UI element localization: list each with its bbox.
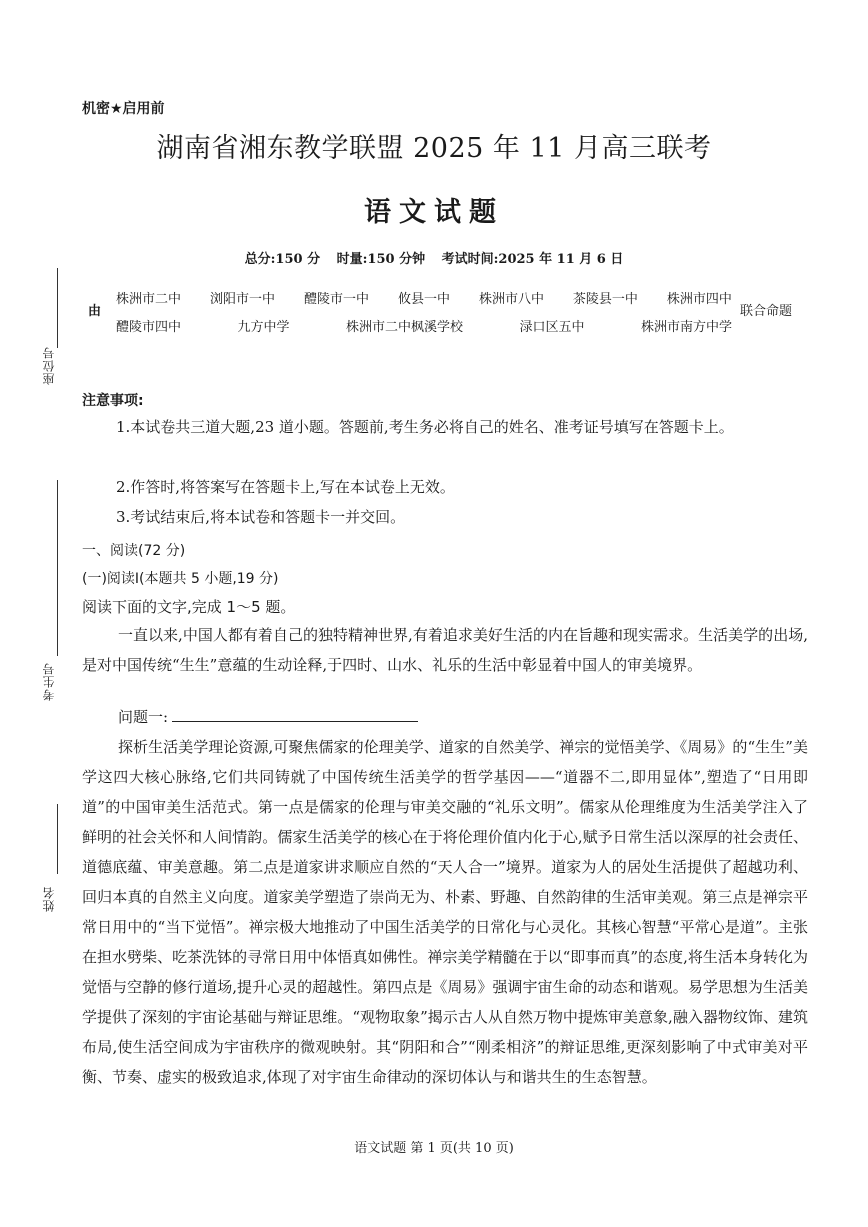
school-row-1: [116, 288, 732, 307]
name-label: 姓名: [42, 886, 56, 912]
school-item: 株洲市二中枫溪学校: [345, 320, 463, 335]
exam-number-line: [57, 480, 58, 656]
school-item: 醴陵市四中: [116, 320, 182, 335]
school-item: 醴陵市一中: [303, 292, 369, 307]
school-item: 九方中学: [237, 320, 290, 335]
schools-suffix: 联合命题: [740, 304, 793, 319]
school-item: 攸县一中: [397, 292, 450, 307]
note-item: 2.作答时,将答案写在答题卡上,写在本试卷上无效。: [116, 478, 455, 496]
school-item: 茶陵县一中: [572, 292, 638, 307]
exam-number-label: 考生号: [42, 662, 56, 701]
seat-number-label: 座位号: [42, 346, 56, 385]
seat-number-field: [38, 268, 62, 388]
total-score: 总分:150 分: [244, 252, 321, 267]
reading-instruction: 阅读下面的文字,完成 1～5 题。: [82, 598, 296, 616]
school-row-2: [116, 316, 732, 335]
main-title: 湖南省湘东教学联盟 2025 年 11 月高三联考: [156, 133, 712, 164]
passage-paragraph-1: 一直以来,中国人都有着自己的独特精神世界,有着追求美好生活的内在旨趣和现实需求。生活美学的出场,是对中国传统“生生”意蕴的生动诠释,于四时、山水、礼乐的生活中彰显着中国人的审美境界。: [82, 626, 808, 674]
page-footer: 语文试题 第 1 页(共 10 页): [354, 1141, 514, 1156]
passage-paragraph-2: 探析生活美学理论资源,可聚焦儒家的伦理美学、道家的自然美学、禅宗的觉悟美学、《周易》的“生生”美学这四大核心脉络,它们共同铸就了中国传统生活美学的哲学基因——“道器不二,即用显体”,塑造了“日用即道”的中国审美生活范式。第一点是儒家的伦理与审美交融的“礼乐文明”。儒家从伦理维度为生活美学注入了鲜明的社会关怀和人间情韵。儒家生活美学的核心在于将伦理价值内化于心,赋予日常生活以深厚的社会责任、道德底蕴、审美意趣。第二点是道家讲求顺应自然的“天人合一”境界。道家为人的居处生活提供了超越功利、回归本真的自然主义向度。道家美学塑造了崇尚无为、朴素、野趣、自然韵律的生活审美观。第三点是禅宗平常日用中的“当下觉悟”。禅宗极大地推动了中国生活美学的日常化与心灵化。其核心智慧“平常心是道”。主张在担水劈柴、吃茶洗钵的寻常日用中体悟真如佛性。禅宗美学精髓在于以“即事而真”的态度,将生活本身转化为觉悟与空静的修行道场,提升心灵的超越性。第四点是《周易》强调宇宙生命的动态和谐观。易学思想为生活美学提供了深刻的宇宙论基础与辩证思维。“观物取象”揭示古人从自然万物中提炼审美意象,融入器物纹饰、建筑布局,使生活空间成为宇宙秩序的微观映射。其“阴阳和合”“刚柔相济”的辩证思维,更深刻影响了中式审美对平衡、节奏、虚实的极致追求,体现了对宇宙生命律动的深切体认与和谐共生的生态智慧。: [82, 738, 808, 1086]
school-item: 株洲市四中: [666, 292, 732, 307]
name-line: [57, 804, 58, 874]
name-field: [38, 804, 62, 916]
exam-duration: 时量:150 分钟: [336, 252, 426, 267]
section-title: 一、阅读(72 分): [82, 543, 186, 559]
note-item: 1.本试卷共三道大题,23 道小题。答题前,考生务必将自己的姓名、准考证号填写在答题卡上。: [116, 418, 734, 436]
school-item: 浏阳市一中: [209, 292, 275, 307]
question-one: [118, 706, 418, 727]
school-item: 株洲市南方中学: [640, 320, 732, 335]
confidential-mark: 机密★启用前: [82, 101, 165, 117]
school-item: 株洲市八中: [478, 292, 544, 307]
subsection-title: (一)阅读Ⅰ(本题共 5 小题,19 分): [82, 571, 279, 587]
school-item: 渌口区五中: [519, 320, 585, 335]
exam-info: [0, 248, 868, 267]
seat-number-line: [57, 268, 58, 348]
note-item: 3.考试结束后,将本试卷和答题卡一并交回。: [116, 508, 406, 526]
school-item: 株洲市二中: [116, 292, 182, 307]
subject-title: 语文试题: [364, 197, 504, 228]
schools-prefix: 由: [88, 304, 102, 319]
exam-date: 考试时间:2025 年 11 月 6 日: [441, 252, 624, 267]
question-one-label: 问题一:: [118, 708, 169, 726]
notes-title: 注意事项:: [82, 393, 144, 409]
school-list: [86, 284, 806, 340]
exam-number-field: [38, 480, 62, 712]
question-one-blank: [172, 707, 418, 722]
